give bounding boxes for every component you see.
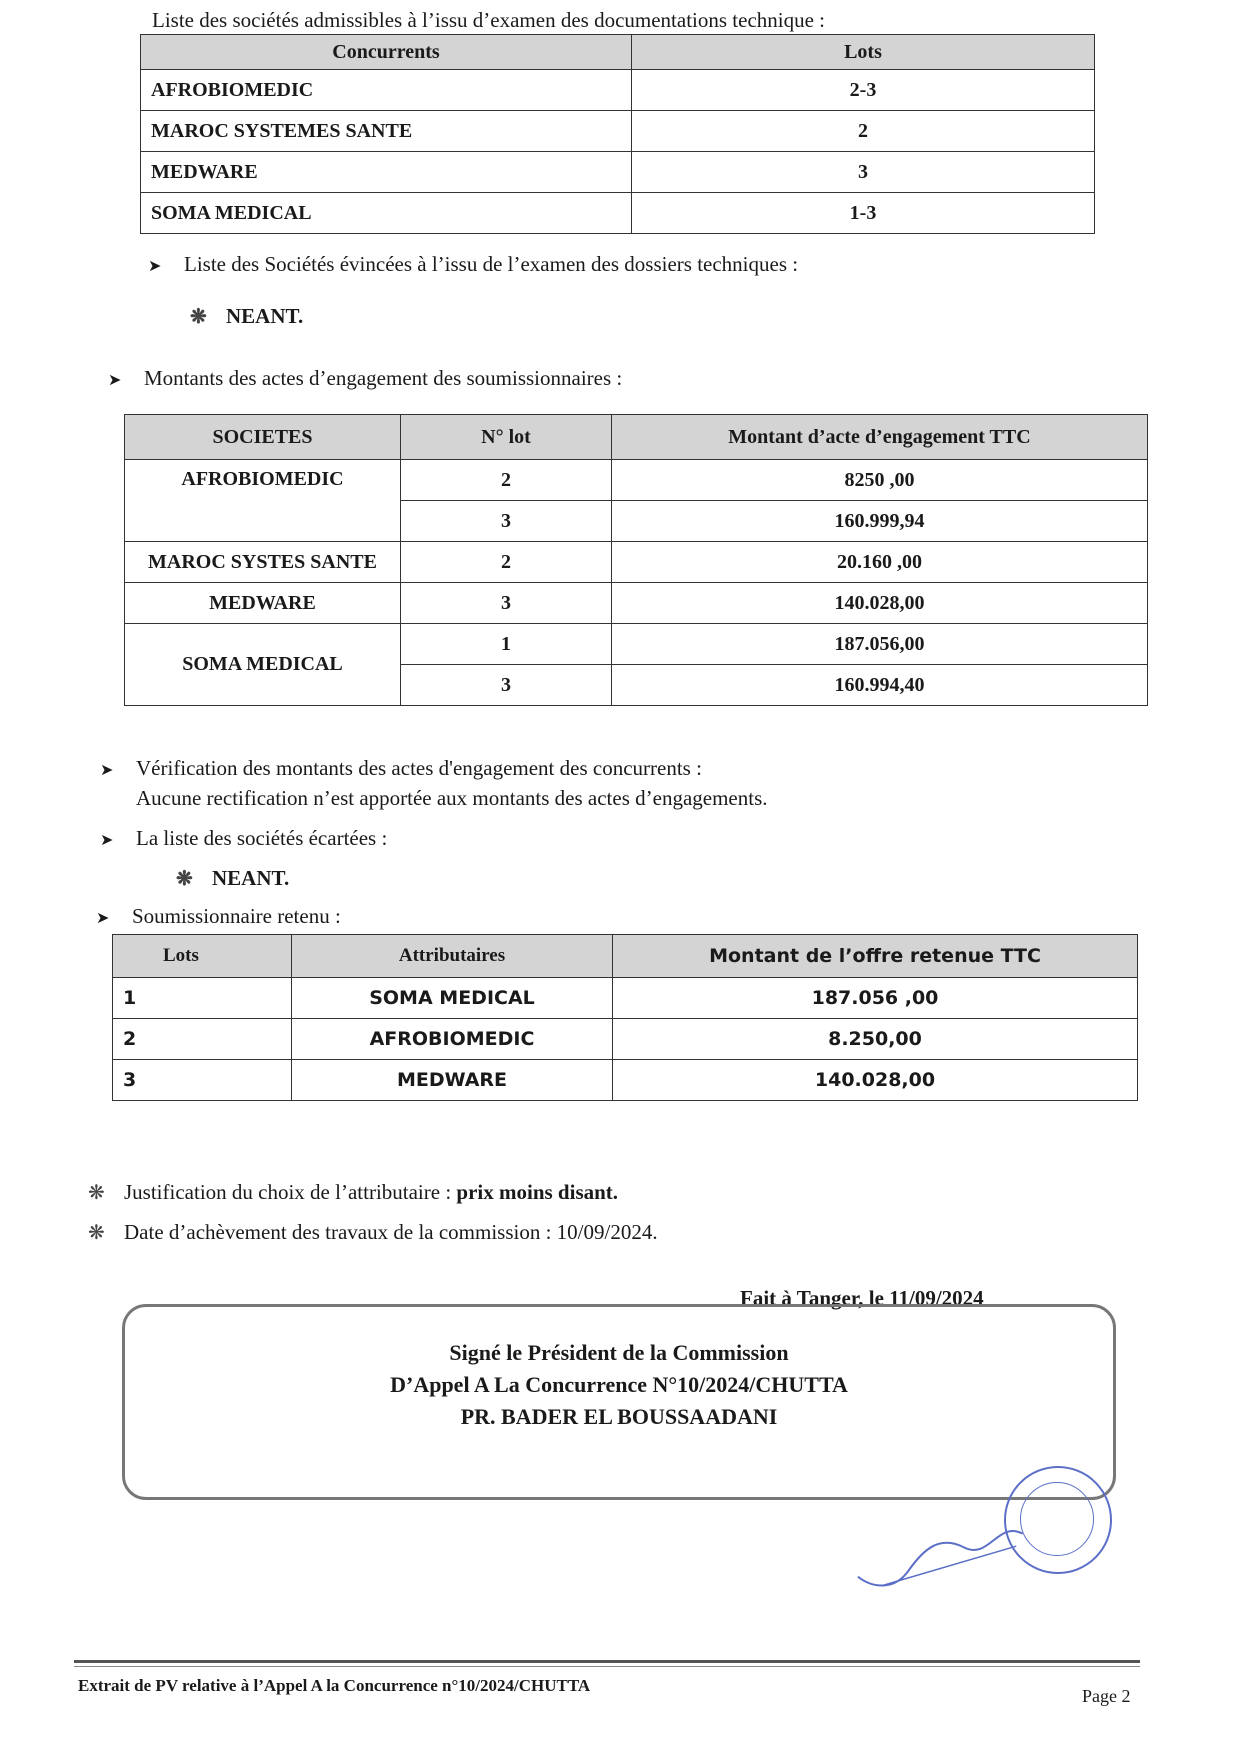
amount-cell: 187.056,00 — [612, 624, 1148, 665]
justification-value: prix moins disant. — [456, 1180, 619, 1204]
handwritten-signature-icon — [842, 1502, 1038, 1608]
signature-line-3: PR. BADER EL BOUSSAADANI — [460, 1404, 778, 1429]
excluded-bullet — [100, 826, 387, 851]
arrow-bullet-icon: ➤ — [108, 372, 122, 389]
lot-cell: 3 — [113, 1060, 292, 1101]
justification-line — [88, 1180, 618, 1205]
leaf-bullet-icon: ❋ — [88, 1182, 105, 1204]
lot-cell: 3 — [401, 665, 612, 706]
result-text: NEANT. — [212, 866, 290, 890]
amounts-bullet — [108, 366, 622, 391]
amount-cell: 8.250,00 — [613, 1019, 1138, 1060]
attributaire-cell: SOMA MEDICAL — [292, 978, 613, 1019]
table-header: Lots — [113, 935, 292, 978]
table-cell: 3 — [632, 152, 1095, 193]
lot-cell: 1 — [401, 624, 612, 665]
amount-cell: 140.028,00 — [612, 583, 1148, 624]
signature-stamp-icon — [842, 1502, 1040, 1613]
table-cell: 2-3 — [632, 70, 1095, 111]
bullet-text: Soumissionnaire retenu : — [132, 904, 341, 928]
lot-cell: 2 — [113, 1019, 292, 1060]
bullet-text: Liste des Sociétés évincées à l’issu de l’examen des dossiers techniques : — [184, 252, 799, 276]
lot-cell: 3 — [401, 583, 612, 624]
company-cell: SOMA MEDICAL — [125, 624, 401, 706]
footer-rule — [74, 1666, 1140, 1667]
justification-label: Justification du choix de l’attributaire : — [124, 1180, 457, 1204]
lot-cell: 1 — [113, 978, 292, 1019]
amount-cell: 160.999,94 — [612, 501, 1148, 542]
arrow-bullet-icon: ➤ — [100, 832, 114, 849]
table-header: N° lot — [401, 415, 612, 460]
admissible-table — [140, 34, 1095, 234]
leaf-bullet-icon: ❋ — [176, 868, 193, 890]
lot-cell: 3 — [401, 501, 612, 542]
verification-note: Aucune rectification n’est apportée aux montants des actes d’engagements. — [136, 786, 768, 810]
amounts-table — [124, 414, 1148, 706]
table-cell: 2 — [632, 111, 1095, 152]
signature-block — [125, 1337, 1113, 1433]
company-cell: MEDWARE — [125, 583, 401, 624]
amount-cell: 160.994,40 — [612, 665, 1148, 706]
bullet-text: Montants des actes d’engagement des soumissionnaires : — [144, 366, 623, 390]
arrow-bullet-icon: ➤ — [96, 910, 110, 927]
place-date: Fait à Tanger, le 11/09/2024 — [740, 1286, 984, 1310]
table-cell: AFROBIOMEDIC — [141, 70, 632, 111]
evinced-bullet — [148, 252, 798, 277]
table-header: SOCIETES — [125, 415, 401, 460]
completion-text: Date d’achèvement des travaux de la commission : 10/09/2024. — [124, 1220, 658, 1244]
footer-rule — [74, 1660, 1140, 1663]
table-cell: 1-3 — [632, 193, 1095, 234]
amount-cell: 140.028,00 — [613, 1060, 1138, 1101]
excluded-result — [176, 866, 289, 891]
completion-line — [88, 1220, 658, 1245]
table-header: Montant d’acte d’engagement TTC — [612, 415, 1148, 460]
table-cell: MAROC SYSTEMES SANTE — [141, 111, 632, 152]
amount-cell: 20.160 ,00 — [612, 542, 1148, 583]
table-cell: SOMA MEDICAL — [141, 193, 632, 234]
bullet-text: Vérification des montants des actes d'engagement des concurrents : — [136, 756, 702, 780]
result-text: NEANT. — [226, 304, 304, 328]
signature-box — [122, 1304, 1116, 1500]
leaf-bullet-icon: ❋ — [190, 306, 207, 328]
signature-line-2: D’Appel A La Concurrence N°10/2024/CHUTTA — [390, 1372, 848, 1397]
table-header: Montant de l’offre retenue TTC — [613, 935, 1138, 978]
page-number: Page 2 — [1082, 1686, 1131, 1706]
amount-cell: 187.056 ,00 — [613, 978, 1138, 1019]
retained-table — [112, 934, 1138, 1101]
arrow-bullet-icon: ➤ — [148, 258, 162, 275]
leaf-bullet-icon: ❋ — [88, 1222, 105, 1244]
evinced-result — [190, 304, 303, 329]
footer-text: Extrait de PV relative à l’Appel A la Concurrence n°10/2024/CHUTTA — [78, 1676, 591, 1695]
arrow-bullet-icon: ➤ — [100, 762, 114, 779]
table-cell: MEDWARE — [141, 152, 632, 193]
verification-bullet — [100, 756, 702, 781]
table-header: Lots — [632, 35, 1095, 70]
company-cell: AFROBIOMEDIC — [125, 460, 401, 542]
retained-bullet — [96, 904, 341, 929]
amount-cell: 8250 ,00 — [612, 460, 1148, 501]
lot-cell: 2 — [401, 460, 612, 501]
table-header: Attributaires — [292, 935, 613, 978]
signature-line-1: Signé le Président de la Commission — [449, 1340, 789, 1365]
attributaire-cell: AFROBIOMEDIC — [292, 1019, 613, 1060]
bullet-text: La liste des sociétés écartées : — [136, 826, 388, 850]
lot-cell: 2 — [401, 542, 612, 583]
admissible-intro: Liste des sociétés admissibles à l’issu d’examen des documentations technique : — [152, 8, 826, 32]
company-cell: MAROC SYSTES SANTE — [125, 542, 401, 583]
attributaire-cell: MEDWARE — [292, 1060, 613, 1101]
table-header: Concurrents — [141, 35, 632, 70]
